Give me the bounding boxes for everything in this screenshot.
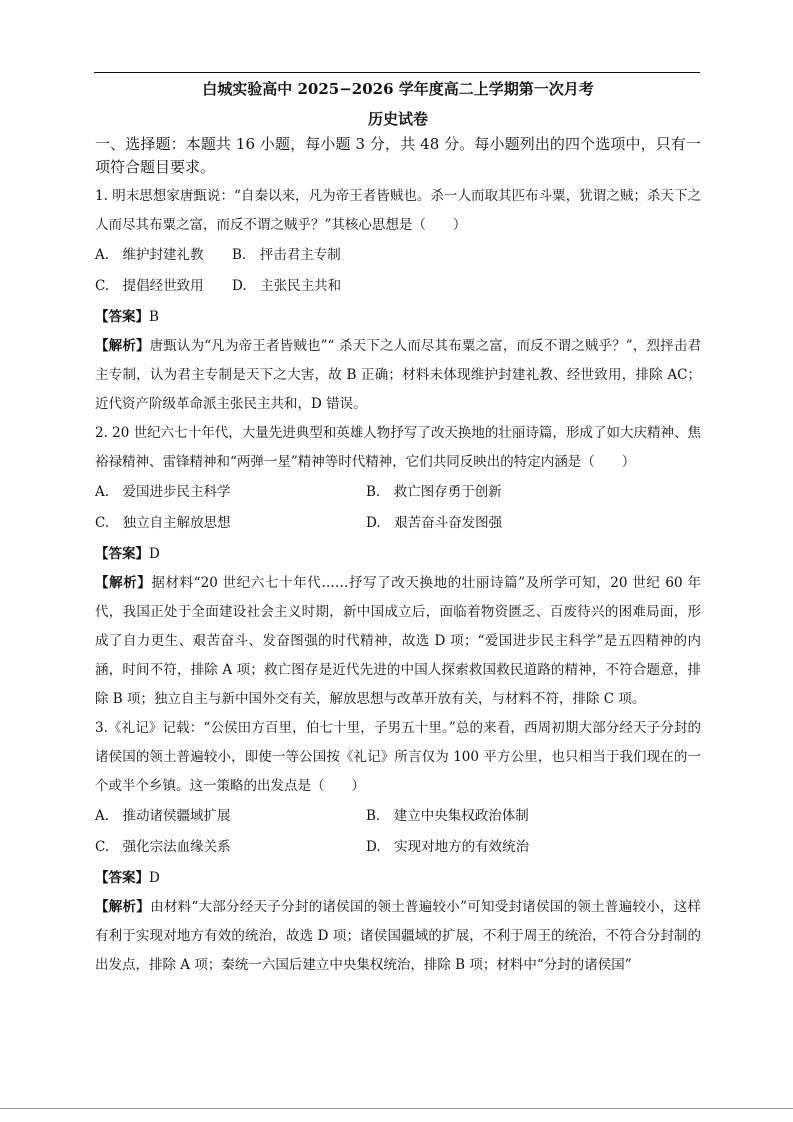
- answer-line: [95, 863, 701, 893]
- option-row: [95, 801, 701, 832]
- answer-label: 【答案】: [95, 309, 149, 325]
- answer-value: D: [149, 546, 160, 562]
- option-row: [95, 477, 701, 508]
- question-3: [95, 714, 701, 980]
- exam-page: [95, 76, 701, 980]
- analysis-body: 唐甄认为“凡为帝王者皆贼也”“ 杀天下之人而尽其布粟之富，而反不谓之贼乎？”，烈抨击君主专制，认为君主专制是天下之大害，故 B 正确；材料未体现维护封建礼教、经世致用，排除 AC；近代资产阶级革命派主张民主共和，D 错误。: [95, 338, 702, 412]
- exam-title: 白城实验高中 2025−2026 学年度高二上学期第一次月考: [202, 80, 594, 98]
- analysis-body: 由材料“大部分经天子分封的诸侯国的领土普遍较小”可知受封诸侯国的领土普遍较小，这样有利于实现对地方有效的统治，故选 D 项；诸侯国疆域的扩展，不利于周王的统治，不符合分封制的出发点，排除 A 项；秦统一六国后建立中央集权统治，排除 B 项；材料中“分封的诸侯国”: [95, 899, 701, 973]
- option-row: [95, 240, 701, 271]
- option-c: C. 提倡经世致用: [95, 278, 204, 294]
- section-heading: 一、选择题：本题共 16 小题，每小题 3 分，共 48 分。每小题列出的四个选项中，只有一项符合题目要求。: [95, 135, 701, 176]
- answer-line: [95, 539, 701, 569]
- option-b: B. 救亡图存勇于创新: [366, 484, 502, 500]
- option-b: B. 建立中央集权政治体制: [366, 808, 529, 824]
- question-1: [95, 182, 701, 419]
- option-row: [95, 271, 701, 302]
- option-c: C. 强化宗法血缘关系: [95, 839, 231, 855]
- question-stem: 1. 明末思想家唐甄说：“自秦以来，凡为帝王者皆贼也。杀一人而取其匹布斗粟，犹谓之贼；杀天下之人而尽其布粟之富，而反不谓之贼乎？”其核心思想是（ ）: [95, 188, 701, 233]
- question-2: [95, 419, 701, 714]
- answer-value: D: [149, 870, 160, 886]
- answer-label: 【答案】: [95, 546, 149, 562]
- option-d: D. 实现对地方的有效统治: [366, 839, 530, 855]
- exam-subtitle: 历史试卷: [367, 110, 428, 128]
- analysis-label: 【解析】: [95, 575, 152, 591]
- option-row: [95, 508, 701, 539]
- footer-rule: [0, 1108, 793, 1109]
- option-c: C. 独立自主解放思想: [95, 515, 231, 531]
- option-a: A. 维护封建礼教: [95, 247, 204, 263]
- header-rule: [94, 72, 700, 73]
- question-stem: 2. 20 世纪六七十年代，大量先进典型和英雄人物抒写了改天换地的壮丽诗篇，形成了如大庆精神、焦裕禄精神、雷锋精神和“两弹一星”精神等时代精神，它们共同反映出的特定内涵是（ ）: [95, 425, 701, 470]
- answer-value: B: [149, 309, 159, 325]
- analysis-label: 【解析】: [95, 338, 150, 354]
- option-a: A. 推动诸侯疆域扩展: [95, 808, 231, 824]
- analysis-label: 【解析】: [95, 899, 151, 915]
- analysis-text: [95, 569, 701, 714]
- option-a: A. 爱国进步民主科学: [95, 484, 231, 500]
- option-row: [95, 832, 701, 863]
- analysis-text: [95, 332, 701, 419]
- option-b: B. 抨击君主专制: [232, 247, 341, 263]
- question-stem: 3.《礼记》记载：“公侯田方百里，伯七十里，子男五十里。”总的来看，西周初期大部分经天子分封的诸侯国的领土普遍较小，即使一等公国按《礼记》所言仅为 100 平方公里，也只相当于我们现在的一个或半个乡镇。这一策略的出发点是（ ）: [95, 720, 701, 794]
- option-d: D. 主张民主共和: [232, 278, 342, 294]
- answer-line: [95, 302, 701, 332]
- analysis-body: 据材料“20 世纪六七十年代……抒写了改天换地的壮丽诗篇”及所学可知，20 世纪 60 年代，我国正处于全面建设社会主义时期，新中国成立后，面临着物资匮乏、百废待兴的困难局面，形成了自力更生、艰苦奋斗、发奋图强的时代精神，故选 D 项；“爱国进步民主科学”是五四精神的内涵，时间不符，排除 A 项；救亡图存是近代先进的中国人探索救国救民道路的精神，不符合题意，排除 B 项；独立自主与新中国外交有关，解放思想与改革开放有关，与材料不符，排除 C 项。: [95, 575, 701, 707]
- option-d: D. 艰苦奋斗奋发图强: [366, 515, 503, 531]
- answer-label: 【答案】: [95, 870, 149, 886]
- analysis-text: [95, 893, 701, 980]
